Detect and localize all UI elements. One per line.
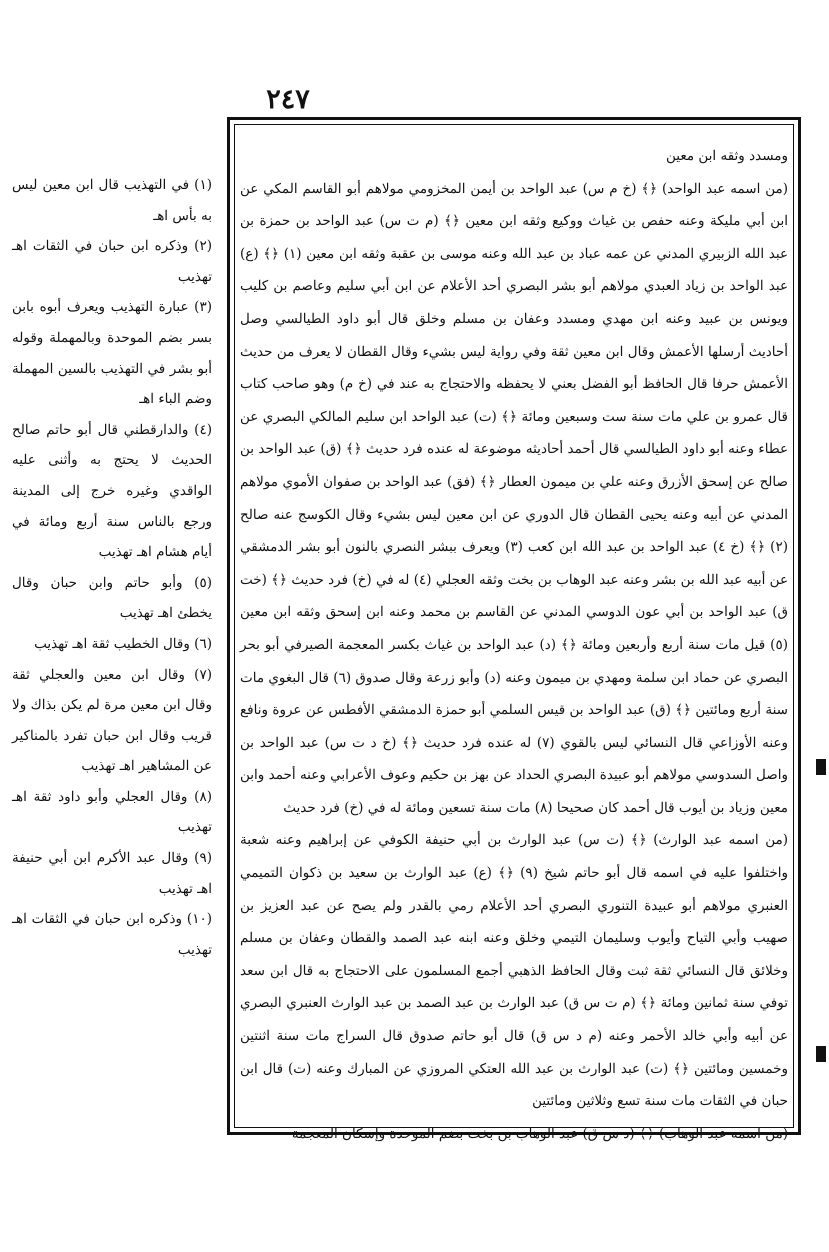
scan-edge-mark	[816, 1046, 826, 1062]
page-number: ٢٤٧	[266, 84, 310, 115]
footnote: (٩) وقال عبد الأكرم ابن أبي حنيفة اهـ تهذيب	[12, 850, 212, 897]
main-paragraph: (من اسمه عبد الوارث) ﴿﴾ (ت س) عبد الوارث بن أبي حنيفة الكوفي عن إبراهيم وعنه شعبة واختلفوا عليه في اسمه قال أبو حاتم شيخ (٩) ﴿﴾ (ع) عبد الوارث بن سعيد بن ذكوان التميمي العنبري مولاهم أبو عبيدة التنوري البصري أحد الأعلام رمي بالقدر ولم يصح عن عبد العزيز بن صهيب وأبي التياح وأيوب وسليمان التيمي وخلق وعنه ابنه عبد الصمد والقطان وعفان بن مسلم وخلائق قال النسائي ثقة ثبت وقال الحافظ الذهبي أجمع المسلمون على الاحتجاج به قال ابن سعد توفي سنة ثمانين ومائة ﴿﴾ (م ت س ق) عبد الوارث بن عبد الصمد بن عبد الوارث العنبري البصري عن أبيه وأبي خالد الأحمر وعنه (م د س ق) قال أبو حاتم صدوق قال السراج مات سنة اثنتين وخمسين ومائتين ﴿﴾ (ت) عبد الوارث بن عبد الله العتكي المروزي عن المبارك وعنه (ت) قال ابن حبان في الثقات مات سنة تسع وثلاثين ومائتين	[240, 832, 788, 1110]
footnote: (١٠) وذكره ابن حبان في الثقات اهـ تهذيب	[12, 911, 212, 958]
footnote: (٧) وقال ابن معين والعجلي ثقة وقال ابن معين مرة لم يكن بذاك ولا قريب وقال ابن حبان تفرد بالمناكير عن المشاهير اهـ تهذيب	[12, 666, 212, 775]
footnote: (١) في التهذيب قال ابن معين ليس به بأس اهـ	[12, 177, 212, 224]
footnote: (٢) وذكره ابن حبان في الثقات اهـ تهذيب	[12, 238, 212, 285]
footnotes-column	[12, 170, 212, 1130]
main-paragraph: (من اسمه عبد الوهاب) ﴿﴾ (د س ق) عبد الوهاب بن بخت بضم الموحدة وإسكان المعجمة	[291, 1125, 788, 1142]
footnote: (٥) وأبو حاتم وابن حبان وقال يخطئ اهـ تهذيب	[12, 574, 212, 622]
main-paragraph: ومسدد وثقه ابن معين	[666, 148, 788, 164]
footnote: (٨) وقال العجلي وأبو داود ثقة اهـ تهذيب	[12, 788, 212, 836]
footnote: (٦) وقال الخطيب ثقة اهـ تهذيب	[34, 635, 212, 652]
main-text-block	[240, 140, 788, 1142]
footnote: (٣) عبارة التهذيب ويعرف أبوه بابن بسر بضم الموحدة وبالمهملة وقوله أبو بشر في التهذيب بالسين المهملة وضم الباء اهـ	[12, 299, 212, 408]
scan-edge-mark	[816, 759, 826, 775]
main-paragraph: (من اسمه عبد الواحد) ﴿﴾ (خ م س) عبد الواحد بن أيمن المخزومي مولاهم أبو القاسم المكي عن ابن أبي مليكة وعنه حفص بن غياث ووكيع وثقه ابن معين ﴿﴾ (م ت س) عبد الواحد بن حمزة بن عبد الله الزبيري المدني عن عمه عباد بن عبد الله وعنه موسى بن عقبة وثقه ابن معين (١) ﴿﴾ (ع) عبد الواحد بن زياد العبدي مولاهم أبو بشر البصري أحد الأعلام عن ابن أبي سليم وعاصم بن كليب ويونس بن عبيد وعنه ابن مهدي ومسدد وعفان بن مسلم وخلق قال أبو داود الطيالسي وصل أحاديث أرسلها الأعمش وقال ابن معين ثقة وفي رواية ليس بشيء وقال القطان لا يعرف من حديث الأعمش حرفا قال الحافظ أبو الفضل بعني لا يحفظه والاحتجاج به عند في (خ م) وهو صاحب كتاب قال عمرو بن علي مات سنة ست وسبعين ومائة ﴿﴾ (ت) عبد الواحد ابن سليم المالكي البصري عن عطاء وعنه أبو داود الطيالسي قال أحمد أحاديثه موضوعة له عنده فرد حديث ﴿﴾ (ق) عبد الواحد بن صالح عن إسحق الأزرق وعنه علي بن ميمون العطار ﴿﴾ (فق) عبد الواحد بن صفوان الأموي مولاهم المدني عن أبيه وعنه يحيى القطان قال الدوري عن ابن معين ليس بشيء وقال الكوسج عنه صالح (٢) ﴿﴾ (خ ٤) عبد الواحد بن عبد الله ابن كعب (٣) ويعرف ببشر النصري بالنون أبو بشر الدمشقي عن أبيه عبد الله بن بشر وعنه عبد الوهاب بن بخت وثقه العجلي (٤) له في (خ) فرد حديث ﴿﴾ (خت ق) عبد الواحد بن أبي عون الدوسي المدني عن القاسم بن محمد وعنه ابن إسحق وثقه ابن معين (٥) قيل مات سنة أربع وأربعين ومائة ﴿﴾ (د) عبد الواحد بن غياث بكسر المعجمة الصيرفي أبو بحر البصري عن حماد ابن سلمة ومهدي بن ميمون وعنه (د) وأبو زرعة وقال صدوق (٦) قال البغوي مات سنة أربع ومائتين ﴿﴾ (ق) عبد الواحد بن قيس السلمي أبو حمزة الدمشقي الأفطس عن عروة ونافع وعنه الأوزاعي قال النسائي ليس بالقوي (٧) له عنده فرد حديث ﴿﴾ (خ د ت س) عبد الواحد بن واصل السدوسي مولاهم أبو عبيدة البصري الحداد عن بهز بن حكيم وعوف الأعرابي وعنه أحمد وابن معين وزياد بن أيوب قال أحمد كان صحيحا (٨) مات سنة تسعين ومائة له في (خ) فرد حديث	[240, 180, 788, 816]
footnote: (٤) والدارقطني قال أبو حاتم صالح الحديث لا يحتج به وأثنى عليه الواقدي وغيره خرج إلى المدينة ورجع بالناس سنة أربع ومائة في أيام هشام اهـ تهذيب	[12, 421, 212, 561]
